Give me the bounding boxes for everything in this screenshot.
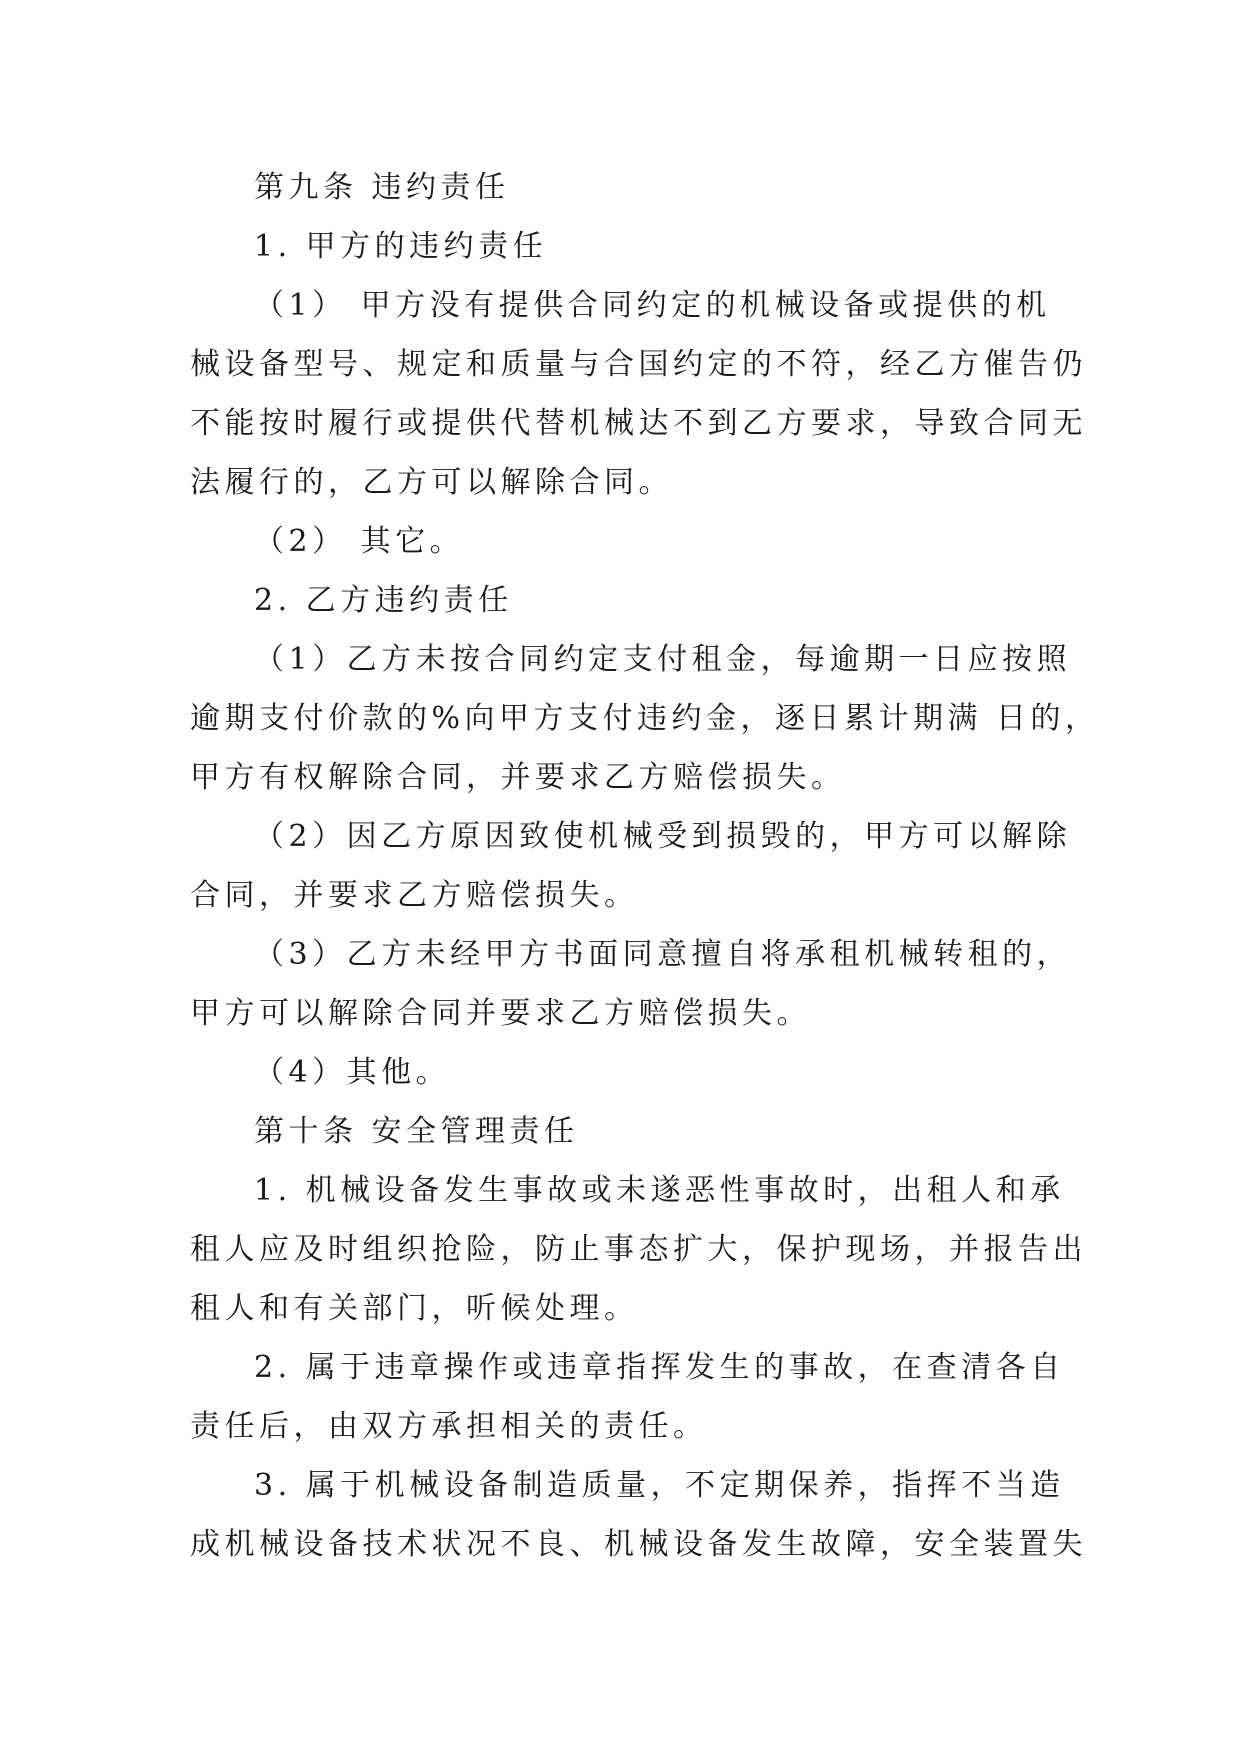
paragraph-line: 甲方有权解除合同，并要求乙方赔偿损失。 — [190, 760, 846, 795]
article-heading: 第九条 违约责任 — [254, 170, 510, 205]
document-body — [190, 158, 1100, 1574]
paragraph-line: 不能按时履行或提供代替机械达不到乙方要求，导致合同无 — [190, 406, 1087, 441]
paragraph-line: （2）因乙方原因致使机械受到损毁的，甲方可以解除 — [254, 819, 1072, 854]
paragraph-line: （1）乙方未按合同约定支付租金，每逾期一日应按照 — [254, 642, 1072, 677]
paragraph-line: （1） 甲方没有提供合同约定的机械设备或提供的机 — [254, 288, 1051, 323]
paragraph-line: 责任后，由双方承担相关的责任。 — [190, 1409, 708, 1444]
paragraph-line: 3. 属于机械设备制造质量，不定期保养，指挥不当造 — [254, 1468, 1065, 1503]
paragraph-line: 租人和有关部门，听候处理。 — [190, 1291, 639, 1326]
paragraph-line: 逾期支付价款的%向甲方支付违约金，逐日累计期满 日的， — [190, 701, 1100, 736]
paragraph-line: （2） 其它。 — [254, 524, 465, 559]
paragraph-line: （3）乙方未经甲方书面同意擅自将承租机械转租的， — [254, 937, 1072, 972]
paragraph-line: 成机械设备技术状况不良、机械设备发生故障，安全装置失 — [190, 1527, 1087, 1562]
paragraph-line: 2. 属于违章操作或违章指挥发生的事故，在查清各自 — [254, 1350, 1065, 1385]
paragraph-line: 1. 机械设备发生事故或未遂恶性事故时，出租人和承 — [254, 1173, 1065, 1208]
paragraph-line: 械设备型号、规定和质量与合国约定的不符，经乙方催告仍 — [190, 347, 1087, 382]
paragraph-line: 甲方可以解除合同并要求乙方赔偿损失。 — [190, 996, 811, 1031]
section-heading: 1. 甲方的违约责任 — [254, 229, 548, 264]
article-heading: 第十条 安全管理责任 — [254, 1114, 579, 1149]
paragraph-line: （4）其他。 — [254, 1055, 451, 1090]
paragraph-line: 法履行的，乙方可以解除合同。 — [190, 465, 673, 500]
paragraph-line: 合同，并要求乙方赔偿损失。 — [190, 878, 639, 913]
section-heading: 2. 乙方违约责任 — [254, 583, 513, 618]
paragraph-line: 租人应及时组织抢险，防止事态扩大，保护现场，并报告出 — [190, 1232, 1087, 1267]
